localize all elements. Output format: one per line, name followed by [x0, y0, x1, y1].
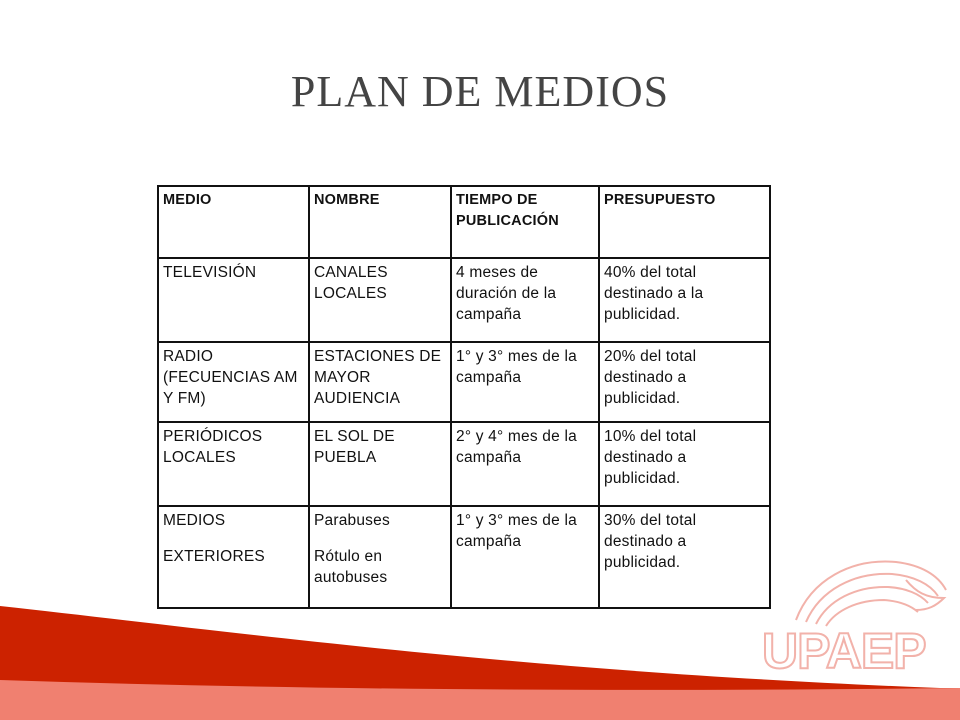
cell-nombre-line-1: Parabuses: [314, 512, 390, 529]
cell-nombre: EL SOL DE PUEBLA: [309, 422, 451, 506]
cell-presupuesto: 20% del total destinado a publicidad.: [599, 342, 770, 422]
header-tiempo: TIEMPO DE PUBLICACIÓN: [451, 186, 599, 258]
cell-nombre: ESTACIONES DE MAYOR AUDIENCIA: [309, 342, 451, 422]
cell-nombre: CANALES LOCALES: [309, 258, 451, 342]
cell-medio-line-2: EXTERIORES: [163, 548, 265, 565]
media-plan-table: [157, 185, 771, 609]
cell-medio: PERIÓDICOS LOCALES: [158, 422, 309, 506]
upaep-logo-text: UPAEP: [762, 623, 926, 679]
cell-presupuesto: 30% del total destinado a publicidad.: [599, 506, 770, 608]
cell-tiempo: 4 meses de duración de la campaña: [451, 258, 599, 342]
header-medio: MEDIO: [158, 186, 309, 258]
cell-medio: TELEVISIÓN: [158, 258, 309, 342]
cell-tiempo: 2° y 4° mes de la campaña: [451, 422, 599, 506]
header-nombre: NOMBRE: [309, 186, 451, 258]
cell-tiempo: 1° y 3° mes de la campaña: [451, 342, 599, 422]
table-row: [158, 506, 770, 608]
slide-title: PLAN DE MEDIOS: [290, 67, 670, 116]
table-row: [158, 422, 770, 506]
cell-medio-line-1: MEDIOS: [163, 512, 226, 529]
table-header-row: [158, 186, 770, 258]
cell-nombre-line-2: Rótulo en autobuses: [314, 548, 388, 586]
cell-presupuesto: 40% del total destinado a la publicidad.: [599, 258, 770, 342]
header-presupuesto: PRESUPUESTO: [599, 186, 770, 258]
table-row: [158, 342, 770, 422]
cell-tiempo: 1° y 3° mes de la campaña: [451, 506, 599, 608]
cell-presupuesto: 10% del total destinado a publicidad.: [599, 422, 770, 506]
table-row: [158, 258, 770, 342]
cell-medio: [158, 506, 309, 608]
cell-nombre: [309, 506, 451, 608]
cell-medio: RADIO (FECUENCIAS AM Y FM): [158, 342, 309, 422]
